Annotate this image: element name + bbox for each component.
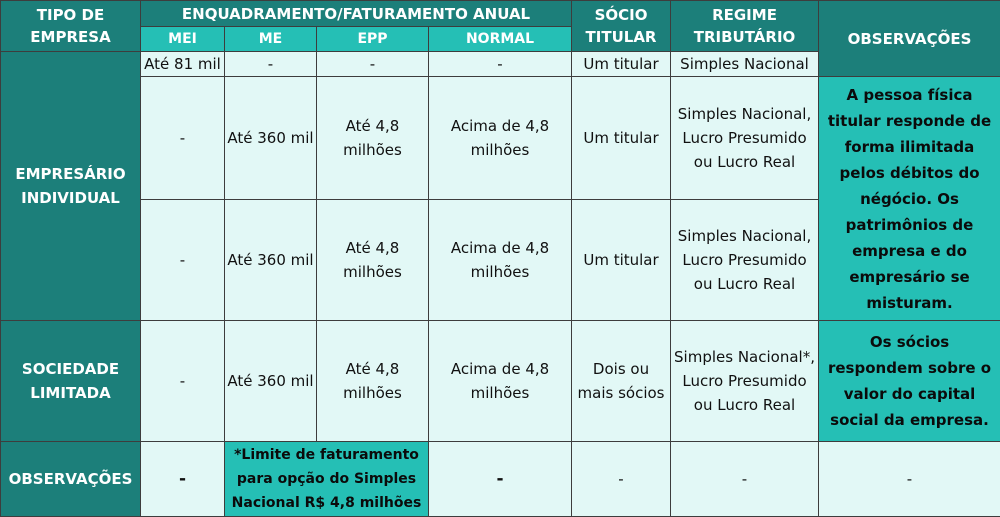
cell-obs-normal: - [429, 442, 572, 517]
cell-mei-row-me: - [225, 52, 317, 77]
header-me: ME [225, 27, 317, 52]
header-socio-titular: SÓCIO TITULAR [572, 1, 671, 52]
cell-empresario-epp: Até 4,8 milhões [317, 77, 429, 200]
cell-obs-socio: - [572, 442, 671, 517]
header-observacoes: OBSERVAÇÕES [819, 1, 1000, 77]
row-label-empresario-individual: EMPRESÁRIO INDIVIDUAL [1, 52, 141, 321]
cell-mei-row-socio: Um titular [572, 52, 671, 77]
cell-empresario-socio: Um titular [572, 77, 671, 200]
cell-sociedade-me: Até 360 mil [225, 321, 317, 442]
cell-obs-mei: - [141, 442, 225, 517]
cell-empresario-regime: Simples Nacional, Lucro Presumido ou Lucro Real [671, 77, 819, 200]
cell-sociedade-normal: Acima de 4,8 milhões [429, 321, 572, 442]
cell-mei-row-epp: - [317, 52, 429, 77]
cell-slu-me: Até 360 mil [225, 200, 317, 321]
header-tipo-empresa: TIPO DE EMPRESA [1, 1, 141, 52]
row-label-sociedade-limitada: SOCIEDADE LIMITADA [1, 321, 141, 442]
header-regime-tributario: REGIME TRIBUTÁRIO [671, 1, 819, 52]
cell-empresario-normal: Acima de 4,8 milhões [429, 77, 572, 200]
cell-sociedade-mei: - [141, 321, 225, 442]
cell-obs-limite-note: *Limite de faturamento para opção do Simples Nacional R$ 4,8 milhões [225, 442, 429, 517]
cell-sociedade-epp: Até 4,8 milhões [317, 321, 429, 442]
header-epp: EPP [317, 27, 429, 52]
obs-sociedade-note: Os sócios respondem sobre o valor do capital social da empresa. [819, 321, 1000, 442]
cell-obs-observacoes: - [819, 442, 1000, 517]
cell-slu-regime: Simples Nacional, Lucro Presumido ou Lucro Real [671, 200, 819, 321]
row-label-observacoes: OBSERVAÇÕES [1, 442, 141, 517]
cell-slu-mei: - [141, 200, 225, 321]
header-mei: MEI [141, 27, 225, 52]
cell-empresario-mei: - [141, 77, 225, 200]
cell-mei-row-normal: - [429, 52, 572, 77]
cell-sociedade-regime: Simples Nacional*, Lucro Presumido ou Lucro Real [671, 321, 819, 442]
cell-mei-row-mei: Até 81 mil [141, 52, 225, 77]
obs-individual-note: A pessoa física titular responde de forma ilimitada pelos débitos do négócio. Os patrimônios de empresa e do empresário se misturam. [819, 77, 1000, 321]
header-enquadramento: ENQUADRAMENTO/FATURAMENTO ANUAL [141, 1, 572, 27]
cell-sociedade-socio: Dois ou mais sócios [572, 321, 671, 442]
cell-mei-row-regime: Simples Nacional [671, 52, 819, 77]
cell-slu-normal: Acima de 4,8 milhões [429, 200, 572, 321]
header-normal: NORMAL [429, 27, 572, 52]
cell-empresario-me: Até 360 mil [225, 77, 317, 200]
cell-slu-socio: Um titular [572, 200, 671, 321]
cell-slu-epp: Até 4,8 milhões [317, 200, 429, 321]
cell-obs-regime: - [671, 442, 819, 517]
